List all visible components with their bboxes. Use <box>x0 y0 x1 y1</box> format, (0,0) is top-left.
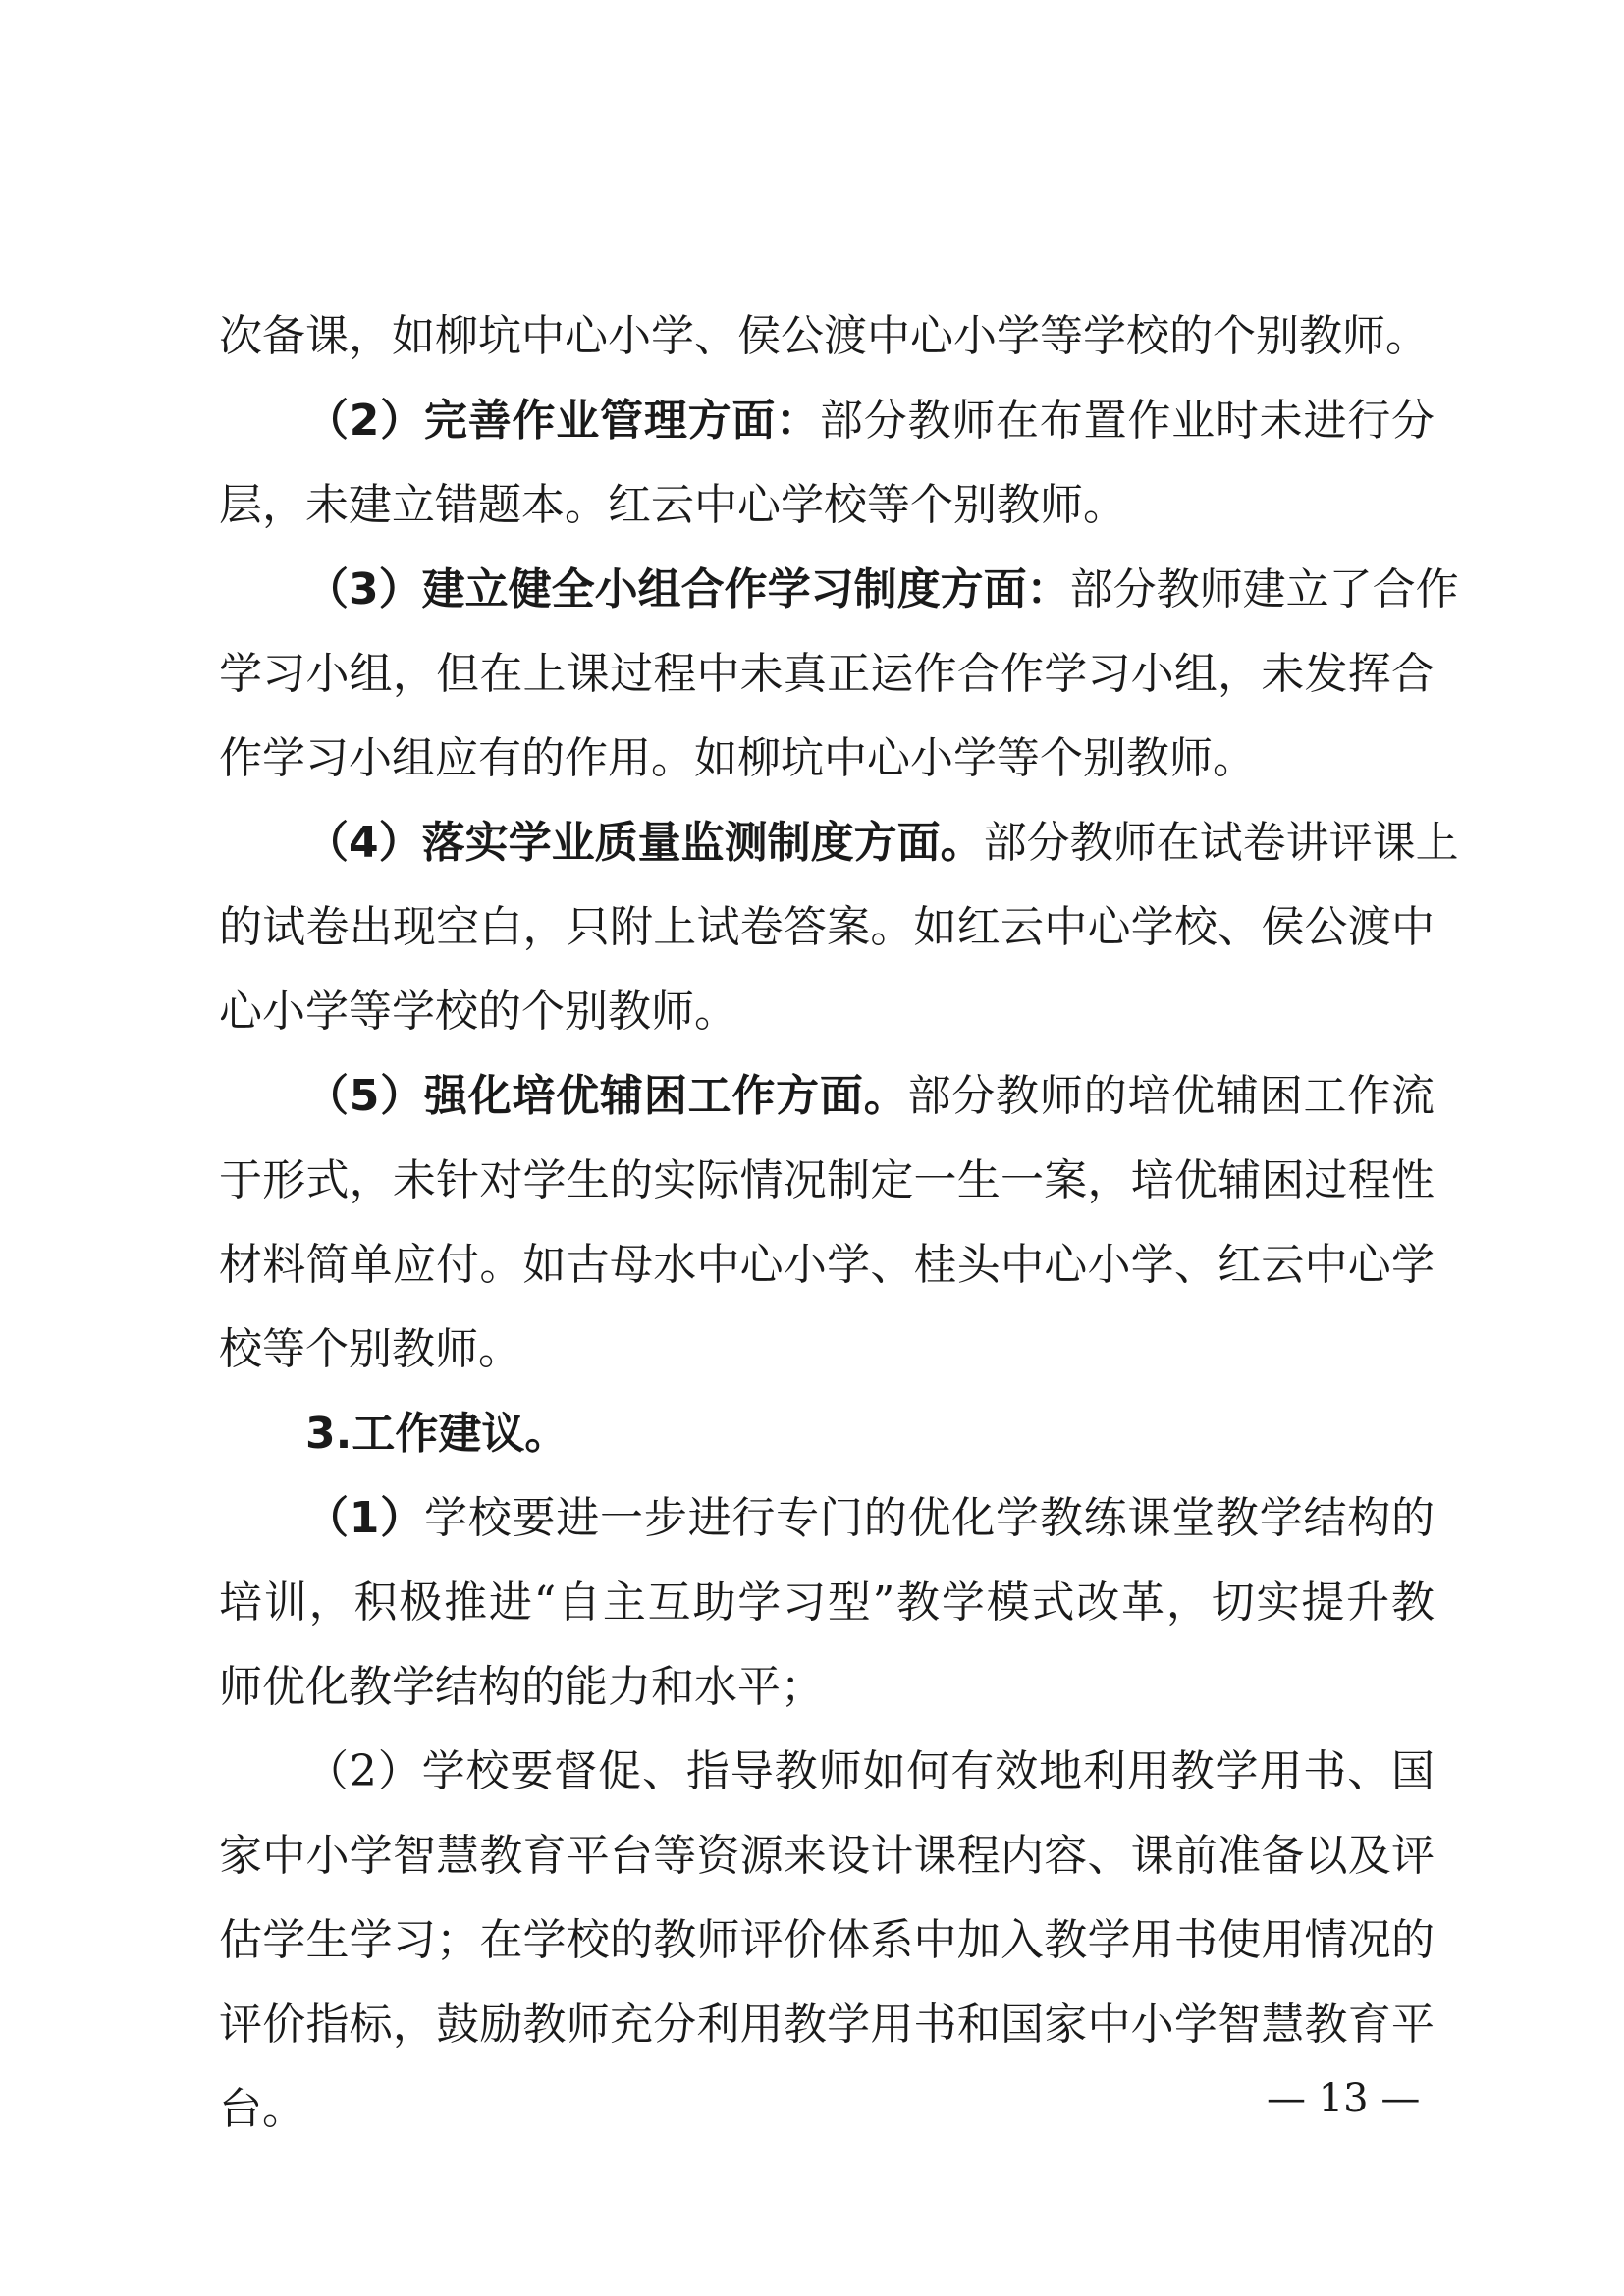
text-line: 于形式，未针对学生的实际情况制定一生一案，培优辅困过程性 <box>219 1155 1435 1205</box>
text-segment: 部分教师在试卷讲评课上 <box>983 818 1459 868</box>
text-line: 校等个别教师。 <box>219 1324 521 1374</box>
paragraph-quality-monitoring <box>219 801 1459 1054</box>
text-line <box>219 801 1459 885</box>
text-line: 学习小组，但在上课过程中未真正运作合作学习小组，未发挥合 <box>219 649 1435 699</box>
section-heading <box>219 1392 1435 1476</box>
text-line <box>219 548 1459 632</box>
paragraph-lead: （5）强化培优辅困工作方面。 <box>305 1071 908 1121</box>
paragraph-lead: （1） <box>305 1493 424 1543</box>
paragraph-homework-management <box>219 379 1435 548</box>
paragraph-lead: （2） <box>305 1746 422 1796</box>
text-line: 的试卷出现空白，只附上试卷答案。如红云中心学校、侯公渡中 <box>219 902 1435 952</box>
text-segment: 学校要督促、指导教师如何有效地利用教学用书、国 <box>421 1746 1435 1796</box>
text-segment: 学校要进一步进行专门的优化学教练课堂教学结构的 <box>423 1493 1435 1543</box>
text-line <box>219 379 1435 463</box>
document-body <box>219 294 1459 2152</box>
text-segment: 部分教师建立了合作 <box>1069 564 1459 614</box>
text-line: 作学习小组应有的作用。如柳坑中心小学等个别教师。 <box>219 733 1256 783</box>
text-line: 师优化教学结构的能力和水平； <box>219 1662 824 1712</box>
text-line <box>219 1054 1435 1139</box>
paragraph-suggestion-1 <box>219 1476 1435 1730</box>
paragraph-group-cooperation <box>219 548 1459 801</box>
paragraph-lead: （3）建立健全小组合作学习制度方面： <box>305 564 1070 614</box>
paragraph-continuation <box>219 294 1435 379</box>
text-line: 评价指标，鼓励教师充分利用教学用书和国家中小学智慧教育平 <box>219 2000 1435 2050</box>
paragraph-lead: （2）完善作业管理方面： <box>305 396 820 446</box>
text-line: 估学生学习；在学校的教师评价体系中加入教学用书使用情况的 <box>219 1915 1435 1965</box>
text-line: 次备课，如柳坑中心小学、侯公渡中心小学等学校的个别教师。 <box>219 311 1429 361</box>
text-line: 台。 <box>219 2084 305 2134</box>
text-line: 心小学等学校的个别教师。 <box>219 987 737 1037</box>
text-segment: 部分教师在布置作业时未进行分 <box>819 396 1435 446</box>
text-line: 材料简单应付。如古母水中心小学、桂头中心小学、红云中心学 <box>219 1240 1435 1290</box>
text-line: 层，未建立错题本。红云中心学校等个别教师。 <box>219 480 1126 530</box>
text-line <box>219 1476 1435 1561</box>
text-line: 家中小学智慧教育平台等资源来设计课程内容、课前准备以及评 <box>219 1831 1435 1881</box>
paragraph-suggestion-2 <box>219 1730 1435 2152</box>
text-line <box>219 1730 1435 1814</box>
page-number: — 13 — <box>1267 2076 1421 2121</box>
paragraph-tutoring <box>219 1054 1435 1392</box>
paragraph-lead: （4）落实学业质量监测制度方面。 <box>305 818 984 868</box>
text-line: 培训，积极推进“自主互助学习型”教学模式改革，切实提升教 <box>219 1577 1435 1628</box>
text-segment: 部分教师的培优辅困工作流 <box>907 1071 1435 1121</box>
heading-text: 3.工作建议。 <box>305 1409 568 1459</box>
